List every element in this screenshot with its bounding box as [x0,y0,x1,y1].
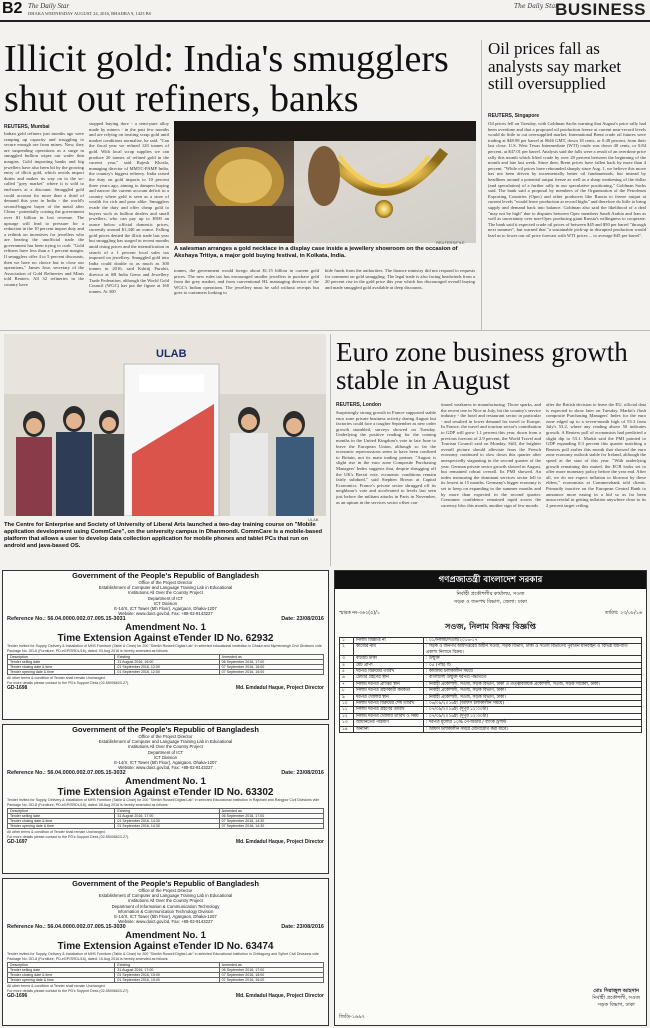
tender-signer: Md. Emdadul Haque, Project Director [235,993,324,1000]
tender-office-line: Website: www.doict.gov.bd, Fax: +88-02-9143227 [118,919,213,925]
table-cell: ১৩ [340,720,354,726]
tender-extension: Time Extension Against eTender ID No. 62932 [57,633,274,645]
tender-ref: Reference No.: 56.04.0000.002.07.005.15-3031 [7,616,126,623]
tender-signer: Md. Emdadul Haque, Project Director [235,685,324,692]
table-cell: Existing [115,655,219,660]
dateline: DHAKA WEDNESDAY AUGUST 24, 2016, BHADRA 9, 1423 BS [28,11,152,16]
table-cell: ২ [340,644,354,656]
gold-headline: Illicit gold: India's smugglers shut out refiners, banks [4,38,449,120]
oil-headline: Oil prices fall as analysts say market still oversupplied [488,39,622,94]
tender-ref: Reference No.: 56.04.0000.002.07.005.15-3032 [7,770,126,777]
tender-office-line: E-14/X, ICT Tower (5th Floor), Agargaon, Dhaka-1207 [114,914,217,920]
table-cell: Description [8,655,115,660]
table-cell: : সড়ক ও জনপথ অধিদপ্তরের অধীন সওজ, সড়ক বিভাগ, ঢাকা ও সওজ বিভাগের পুরাতন যানবাহন ও বিভিন্ন যন্ত্রপাতি প্রকাশ্য নিলামে বিক্রয়। [424,644,642,656]
table-row [8,824,324,829]
table-cell: ১ [340,638,354,644]
table-cell: 01 September 2016, 14:30 [115,819,219,824]
tender-amendment: Amendment No. 1 [125,776,206,788]
table-cell: Amended as [219,655,323,660]
table-cell: ১০ [340,701,354,707]
table-row [8,978,324,983]
tender-gd: GD-1696 [7,993,28,1000]
tender-office-line: Office of the Project Director [138,580,193,585]
table-cell: 01 September 2016, 12:00 [115,670,219,675]
table-cell: Tender opening date & time [8,824,115,829]
table-cell: : নির্বাহী প্রকৌশলী, সওজ, সড়ক বিভাগ, ঢাকা। [424,694,642,700]
table-cell: কাজের নাম [354,644,424,656]
bangla-auction-notice [334,570,647,1026]
table-cell: 06 September 2016, 17:00 [219,660,323,665]
tender-ad-3 [2,878,329,1026]
tender-date: Date: 23/08/2016 [281,616,324,623]
table-cell: Description [8,809,115,814]
gold-col-3: tonnes, the government would forego about $1.15 billion in current gold prices. The new rules tax has encouraged smaller jewellers to purchase gold from the grey market, and from conventional HL manaaging director of the WGC's Indian operations. The jewellery must be sold without receipts but goes to customers looking to [174,268,319,296]
table-cell: মেট প্রাপ্য [354,662,424,668]
euro-col-3: after the British decision to leave the EU, official data is expected to show later on Tuesday. Markit's flash composite Purchasing Managers' Index for the euro zone edged up to a seven-month high of 53.3 from July's 53.2, where any reading above 50 indicates growth. A Reuters poll of economists had predicted a slight dip to 53.1. Markit said the PMI pointed to GDP expanding 0.3 percent this quarter matching a Reuters poll earlier this month that showed the euro zone economy outlook stable for Ireland, although the speed at the start of this year. "With underlying growth remaining this muted, the ECB looks set to offer more monetary policy before the year end. After all, we do see expect inflation to blowout by these elders," economists at Commerzbank told clients. Primarily inactive on the European Central Bank to announce more easing in a bid so as far been unsuccessful in getting inflation anywhere close to its 2 percent target ceiling. [546,402,646,508]
table-cell: নিলাম বিজ্ঞপ্তি নং [354,638,424,644]
tender-office-line: E-14/X, ICT Tower (5th Floor), Agargaon, Dhaka-1207 [114,760,217,766]
table-cell: : বাংলাদেশ উন্মুক্ত দরপত্র পদ্ধতিতে [424,675,642,681]
euro-col-2: tinued weakness in manufacturing. Those sparks, and the recent one in Nice in July, hit the country's service industry - the hotel and restaurant sector in particular - and resulted in lower demand for travel to Europe. In France, the travel and tourism sector's contribution to GDP will grow 1.1 percent this year, down from a previous forecast of 2.9 percent, the World Travel and Tourism Council said on Monday. Still, the brighter overall picture should alleviate fears the French economy continued to slow down this quarter after unexpectedly stagnating in the second quarter of the year. German private sector growth slowed in August, but remained robust overall. Its PMI showed. An index measuring the dominant services sector fell to its lowest in 15 months. Germany's bigger economy is set to keep on expanding in the summer months and by more than expected in the second quarter. Consumer confidence remained rapid across the currency bloc this month, another sign of few moods [441,402,541,508]
table-cell: বাজেট টাকা [354,656,424,662]
gold-photo [174,121,476,243]
euro-headline: Euro zone business growth stable in August [336,337,628,396]
table-cell: : উন্মুক্ত [424,656,642,662]
notice-signer-office: সড়ক বিভাগ, ঢাকা [597,1002,635,1008]
table-cell: Tender selling date [8,660,115,665]
table-cell: 31 August 2016, 17:00 [115,968,219,973]
tender-office-line: Institutions All Over the Country Project [128,744,203,750]
tender-office-line: E-14/X, ICT Tower (5th Floor), Agargaon, Dhaka-1207 [114,606,217,612]
tender-ref: Reference No.: 56.04.0000.002.07.005.15-3030 [7,924,126,931]
table-cell: দরপত্র খোলার স্থান [354,694,424,700]
table-cell: : কার্যালয় চলাকালীন সময়ে [424,669,642,675]
table-cell: : ০৫ (পাঁচ) টি [424,662,642,668]
tender-extension: Time Extension Against eTender ID No. 63302 [57,787,274,799]
tender-office-line: Department of ICT [147,749,184,755]
tender-signer: Md. Emdadul Haque, Project Director [235,839,324,846]
table-cell: 31 August 2016, 16:00 [115,660,219,665]
table-cell: ১১ [340,707,354,713]
oil-byline: REUTERS, Singapore [488,113,540,119]
section-logo: The Daily Star [514,3,558,10]
table-cell: ৯ [340,694,354,700]
euro-col-1: Surprisingly strong growth in France supported stable euro zone private business activity during August but factories could face a tougher September as new order growth stumbled, surveys showed on Tuesday. Underlying the positive reading for the coming months in the United Kingdom's vote in late June to leave the European Union, although so far the economic repercussions seem to have been confined to Britain, not its main trading partner. "August is slight rise in the euro zone Composite Purchasing Managers' Index suggests that, despite shrugging off the UK's Brexit vote, economic conditions remain fairly subdued," said Stephen Brown at Capital Economics. France's private sector shrugged off its neighbour's vote and accelerated to levels last seen just before the militant attacks in Paris in November, as an upturn in the services sector offset con- [336,410,436,505]
tender-office-line: Department of Information & Communication Technology [111,903,220,909]
tender-office-line: Office of the Project Director [138,888,193,893]
tender-office-line: Website: www.doict.gov.bd, Fax: +88-02-9143227 [118,611,213,617]
gold-necklace-image [174,121,476,243]
table-cell: Tender opening date & time [8,670,115,675]
table-cell: 07 September 2016, 14:30 [219,824,323,829]
table-cell: Amended as [219,963,323,968]
table-cell: 01 September 2016, 15:00 [115,978,219,983]
gold-col-2: stopped buying dore - a semi-pure alloy made by miners - in the past few months and are relying on treating scrap gold until market conditions normalise, he said. "Can the fiscal year we refined 120 tonnes of gold. With local scrap supplies we can produce 20 tonnes of refined gold in the current year," said Rajesh Khosla, managing director of MMTC-PAMP India, the country's biggest refinery. India raised the duty on gold imports to 10 percent three years ago, aiming to dampen buying and narrow the current account deficit in a country where gold is seen as a store of wealth for rich and poor alike. Smugglers evade the duty and offer cheap gold to buyers such as bullion dealers and small jewellers, who can pay up to $500 an ounce below official domestic prices, currently around $1,340 an ounce. Falling gold prices dented the illicit trade last year but smuggling has surged in recent months amid rising prices and the intensification in search of a 1 percent local sales tax imposed on jewellery. Smuggled gold into India could double to as much as 300 tonnes in 2016, said Kshitij Purohit, director at SB India Gems and Jewellery Trade Federation, although the World Gold Council (WGC) has put the figure at 160 tonnes. At 300 [89,121,169,294]
table-cell: : ০১/নিলাম/সওজ/২০১৬-১৭ [424,638,642,644]
notice-office: নির্বাহী প্রকৌশলীর কার্যালয়, সওজ [456,591,525,597]
tender-office-line: Institutions All Over the Country Project [128,898,203,904]
table-cell: Amended as [219,809,323,814]
table-cell: : ০৭/০৯/২০১৬ইং (দুপুর ১২:০০টা) [424,707,642,713]
table-cell: ১৪ [340,726,354,732]
notice-govt-header: গণপ্রজাতন্ত্রী বাংলাদেশ সরকার [335,571,646,589]
table-cell: ৬ [340,675,354,681]
table-cell: Tender selling date [8,968,115,973]
tender-amendment: Amendment No. 1 [125,622,206,634]
tender-ad-1 [2,570,329,720]
gold-col-1: Indian gold refiners just months ago were ramping up capacity and struggling to secure enough ore from mines. Now, they are suspending operations as a surge in smuggled bullion wipes out wafer thin margins. Gold importing banks and big jewellers have also been hit by the growing entry of illicit gold, which avoids import duties and makes its way on to the so-called "grey market" where it is sold to end-users at a discount. Smuggled gold could account for more than a third of demand this year in India - the world's second-biggest buyer of the metal after China - potentially costing the government over $1 billion in lost revenue. The upsurge will lead to pressure for a reduction in the 10 percent import duty and a rethink on incentives for jewellers who are bearing the unofficial trade the government has been trying to curb. "Gold refiners have less than a 1 percent margin. If smugglers offer 4 to 5 percent discounts, then we have no choice but to close our operations," James Jose, secretary of the Association of Gold Refineries and Mints told Reuters. All 32 refineries in the country have [4,131,84,288]
tender-office-line: ICT Division [153,754,178,760]
tender-gov-title: Government of the People's Republic of Bangladesh [72,879,259,888]
table-cell: 07 September 2016, 15:00 [219,670,323,675]
notice-signer-title: নির্বাহী প্রকৌশলী, সওজ [592,995,640,1001]
table-cell: দরপত্র বিক্রয়ের তারিখ [354,669,424,675]
table-row [340,644,642,656]
table-cell: 06 September 2016, 17:00 [219,968,323,973]
notice-signer: মোঃ সিরাজুল আহসান [593,988,639,994]
tender-office-line: ICT Division [153,600,178,606]
tender-gd: GD-1697 [7,839,28,846]
tender-date: Date: 23/08/2016 [281,770,324,777]
page-number: B2 [2,0,23,17]
table-cell: : ০৭/০৯/২০১৬ইং (দুপুর ১২:৩০টা) [424,713,642,719]
table-cell: Tender selling date [8,814,115,819]
table-cell: নিলাম দরপত্র খোলার তারিখ ও সময় [354,713,424,719]
tender-office-line: Establishment of Computer and Language Training Lab in Educational [98,739,233,745]
paper-name: The Daily Star [28,2,70,10]
notice-signature-block [592,988,640,1009]
table-cell: : ০৬/০৯/২০১৬ইং (অফিস চলাকালীন সময়ে) [424,701,642,707]
training-event-image [4,334,326,516]
tender-date-table [7,962,324,983]
tender-office-line: Department of ICT [147,595,184,601]
tender-date-table [7,808,324,829]
table-cell: 07 September 2016, 15:00 [219,665,323,670]
table-cell: ১২ [340,713,354,719]
table-cell: জামানতের পরিমাণ [354,720,424,726]
table-cell: ৪ [340,662,354,668]
tender-note: All other terms & condition of Tender shall remain Unchanged. For more details please contact to the PD's Support Desk (02-55006623-27). [7,676,130,685]
tender-note: All other terms & condition of Tender shall remain Unchanged. For more details please contact to the PD's Support Desk (02-55006623-27). [7,984,130,993]
oil-body: Oil prices fell on Tuesday, with Goldman Sachs warning that August's price rally had been overdone and that a proposed oil production freeze at current near-record levels would do little to cut oversupplied market. International Brent crude oil futures were trading at $48.98 per barrel at 0646 GMT, down 18 cents, or 0.48 percent, from their last close. U.S. West Texas Intermediate (WTI) crude was down 40 cents, or 0.84 percent, at $47.01 per barrel. Analysts said the falls were a result of an overdone price rally this month which lifted crude by over 20 percent between the beginning of the month and late last week. Since then, Brent prices have fallen back by more than 4 percent. "While oil prices have rebounded sharply since Aug. 1, we believe this move has not been driven by incrementally better oil fundamentals, but instead by headlines around a potential output freeze as well as a sharp weakening of the dollar (and speculation) of a further rally in our speculative positioning," Goldman Sachs said. The bank said a proposal by members of the Organization of the Petroleum Exporting Countries (Opec) and other producers like Russia to freeze output at current levels "would leave production at record highs" and therefore do little to bring supply and demand back into balance. Goldman also said the likelihood of a deal "may not be high" due to disputes between Opec members Saudi Arabia and Iran as well as uncertainty over non-Opec producing giant Russia's willingness to cooperate. The bank said it expected crude oil prices of between $45 and $50 per barrel "through next summer", but warned that "a sustainable pick-up in disrupted production would lead us to lower our oil price forecast with WTI prices ... to average $45 per barrel". [488,121,646,238]
table-cell: ৩ [340,656,354,662]
tender-date: Date: 23/08/2016 [281,924,324,931]
notice-division: সড়ক ও জনপথ বিভাগ, জেলা: ঢাকা [454,599,527,605]
table-cell: ৫ [340,669,354,675]
table-cell: 06 September 2016, 17:00 [219,814,323,819]
notice-ref-row [335,607,646,621]
tender-footer [3,685,328,691]
table-cell: 01 September 2016, 12:00 [115,665,219,670]
table-cell: 07 September 2016, 14:30 [219,819,323,824]
tender-office-line: Establishment of Computer and Language Training Lab in Educational [98,893,233,899]
table-cell: 31 August 2016, 17:00 [115,814,219,819]
table-cell: : নির্বাহী প্রকৌশলী, সওজ, সড়ক বিভাগ, ঢাকা ও তত্ত্বাবধায়ক প্রকৌশলী, সওজ, সড়ক সার্কেল, ঢাকা। [424,681,642,687]
tender-office-line: Information & Communication Technology Division [117,908,214,914]
tender-details: Tender invited for Supply, Delivery & Installation of MHS Furniture (Table & Chair) for 300 "Sheikh Russell Digital Lab" in selected Educational Institution in Chittagong and Sylhet Civil Divisions vide Package No. GD-8 (Furniture, PD-eGP/SRDL/16), dated: 10 Aug 2016 is hereby amended as follows: [7,952,319,961]
table-cell: 01 September 2016, 15:00 [115,973,219,978]
notice-table [339,637,642,733]
table-cell: Existing [115,963,219,968]
table-cell: Description [8,963,115,968]
table-cell: : অফিস চলাকালীন সময়ে যোগাযোগ করা যাবে। [424,726,642,732]
table-cell: 01 September 2016, 14:30 [115,824,219,829]
table-cell: Tender closing date & time [8,665,115,670]
tender-office-line: Office of the Project Director [138,734,193,739]
table-cell: Existing [115,809,219,814]
tender-footer [3,839,328,845]
table-cell: নিলাম দরপত্র গ্রহণের তারিখ [354,707,424,713]
tender-ad-2 [2,724,329,874]
notice-gd: জিডি-১৬৯৭ [339,1014,365,1020]
notice-date: তারিখ: ২৩/০৮/১৬ [604,611,642,616]
ulab-banner: ULAB [156,348,187,360]
table-cell: : নির্বাহী প্রকৌশলী, সওজ, সড়ক বিভাগ, ঢাকা। [424,688,642,694]
section-title: BUSINESS [555,0,646,19]
table-row [340,726,642,732]
ulab-caption: The Centre for Enterprise and Society of University of Liberal Arts launched a two-day training course on "Mobile application development using CommCare", on the university campus in Dhanmondi. CommCare is a mobile-based platform that allows a user to develop data collection application for mobile phones and tablet PCs that run on android and java-based OS. [4,522,323,549]
notice-ref: স্মারক নং-৩৬২(৫)/১ [339,611,380,616]
table-cell: Tender opening date & time [8,978,115,983]
tender-details: Tender invited for Supply, Delivery & Installation of MHS Furniture (Table & Chair) for 200 "Sheikh Russell Digital Lab" in selected educational institution in Dhaka and Mymensingh Civil Divisions vide Package No. GD-6 (Furniture, PD-eGP/SRDL/16), dated: 03 Aug 2016 is hereby amended as follows: [7,644,322,653]
tender-extension: Time Extension Against eTender ID No. 63474 [57,941,274,953]
tender-note: All other terms & condition of Tender shall remain Unchanged. For more details please contact to the PD's Support Desk (02-55006623-27). [7,830,130,839]
gold-photo-credit: REUTERS/FILE [436,240,465,245]
table-row [8,670,324,675]
euro-byline: REUTERS, London [336,402,381,408]
table-cell: 07 September 2016, 15:00 [219,978,323,983]
table-cell: নিলাম দরপত্র গ্রহণকারী কর্মকর্তা [354,688,424,694]
table-row [340,681,642,687]
tender-footer [3,993,328,999]
tender-gov-title: Government of the People's Republic of Bangladesh [72,571,259,580]
tender-gov-title: Government of the People's Republic of Bangladesh [72,725,259,734]
ulab-credit: ULAB [308,517,319,522]
table-cell: টেন্ডার গ্রহণের স্থান [354,675,424,681]
notice-title: সওজ, নিলাম বিক্রয় বিজ্ঞপ্তি [445,622,536,631]
tender-office-line: Website: www.doict.gov.bd, Fax: +88-02-9143227 [118,765,213,771]
ulab-photo [4,334,326,516]
gold-byline: REUTERS, Mumbai [4,124,50,130]
tender-date-table [7,654,324,675]
table-cell: Tender closing date & time [8,973,115,978]
tender-office-line: Institutions All Over the Country Project [128,590,203,596]
tender-gd: GD-1698 [7,685,28,692]
tender-details: Tender invited for Supply, Delivery & Installation of MHS Furniture (Table & Chair) for 200 "Sheikh Russell Digital Lab" in selected Educational Institution in Rajshahi and Rangpur Civil Divisions vide Package No. GD-8 (Furniture, PD-eGP/SRDL/16), dated: 08 Aug 2016 is hereby amended as follows: [7,798,320,807]
table-cell: অন্যান্য [354,726,424,732]
table-cell: : দরপত্র মূল্যের ১০% পে-অর্ডার / ব্যাংক ড্রাফট [424,720,642,726]
gold-caption: A salesman arranges a gold necklace in a display case inside a jewellery showroom on the occasion of Akshaya Tritiya, a major gold buying festival, in Kolkata, India. [174,246,458,259]
table-cell: নিলাম দরপত্র প্রাপ্তির স্থান [354,681,424,687]
tender-amendment: Amendment No. 1 [125,930,206,942]
table-cell: নিলাম দরপত্র বিক্রয়ের শেষ তারিখ [354,701,424,707]
table-cell: 07 September 2016, 15:00 [219,973,323,978]
table-cell: ৭ [340,681,354,687]
table-cell: ৮ [340,688,354,694]
table-cell: Tender closing date & time [8,819,115,824]
gold-col-4: hide funds from the authorities. The finance ministry did not respond to requests for comment on gold smuggling. The legal trade is also facing headwinds from a 20 percent rise in the gold price this year which has discouraged overall buying and made smuggled gold available at deep discounts. [325,268,475,290]
tender-office-line: Establishment of Computer and Language Training Lab in Educational [98,585,233,591]
